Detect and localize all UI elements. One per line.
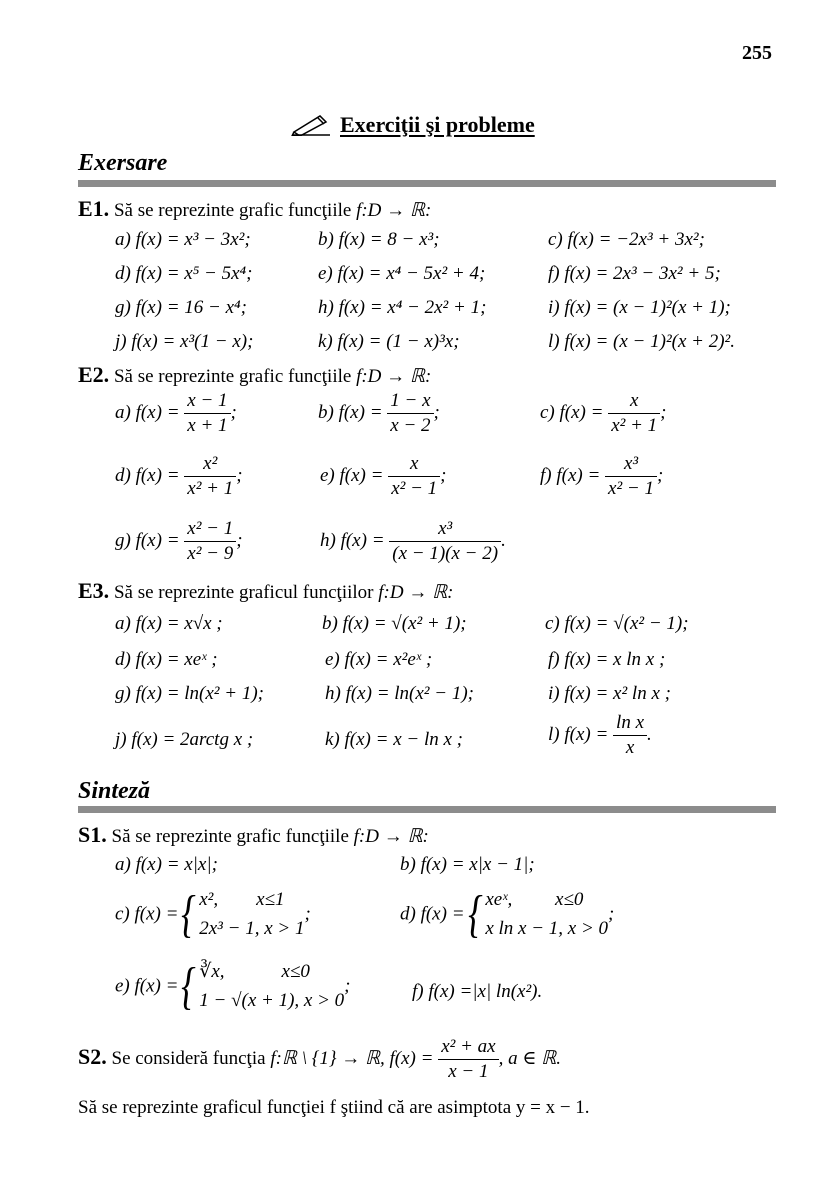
e1-item-c: c) f(x) = −2x³ + 3x²; bbox=[548, 229, 705, 250]
e2-func: f:D → ℝ: bbox=[356, 366, 432, 387]
e3-func: f:D → ℝ: bbox=[378, 582, 454, 603]
e2-heading bbox=[78, 362, 431, 388]
e3-item-k: k) f(x) = x − ln x ; bbox=[325, 729, 463, 750]
e3-item-h: h) f(x) = ln(x² − 1); bbox=[325, 683, 474, 704]
e3-item-b: b) f(x) = √(x² + 1); bbox=[322, 613, 467, 634]
e3-label: E3. bbox=[78, 578, 110, 603]
e2-item-c: c) f(x) = $\frac{x}{\text{x² + 1}}$ ; bbox=[540, 390, 667, 436]
s1-text: Să se reprezinte grafic funcţiile bbox=[106, 826, 354, 847]
e1-label: E1. bbox=[78, 196, 110, 221]
e1-item-k: k) f(x) = (1 − x)³x; bbox=[318, 331, 460, 352]
e3-item-f: f) f(x) = x ln x ; bbox=[548, 649, 666, 670]
e3-item-a: a) f(x) = x√x ; bbox=[115, 613, 223, 634]
e2-label: E2. bbox=[78, 362, 110, 387]
e1-text: Să se reprezinte grafic funcţiile bbox=[109, 200, 357, 221]
e3-item-c: c) f(x) = √(x² − 1); bbox=[545, 613, 689, 634]
e1-item-e: e) f(x) = x⁴ − 5x² + 4; bbox=[318, 263, 486, 284]
title-text: Exerciţii şi probleme bbox=[340, 112, 535, 137]
s1-item-c: c) f(x) ={ x², x≤1 2x³ − 1, x > 1 ; bbox=[115, 885, 311, 943]
e3-item-l: l) f(x) = $\frac{\text{ln x}}{x}$ . bbox=[548, 712, 652, 758]
page-number: 255 bbox=[742, 42, 772, 64]
s1-item-f: f) f(x) =|x| ln(x²). bbox=[412, 981, 543, 1002]
e2-item-b: b) f(x) = $\frac{1 - x}{x - 2}$ ; bbox=[318, 390, 440, 436]
e1-item-b: b) f(x) = 8 − x³; bbox=[318, 229, 440, 250]
e2-text: Să se reprezinte grafic funcţiile bbox=[109, 366, 357, 387]
e1-item-j: j) f(x) = x³(1 − x); bbox=[115, 331, 254, 352]
e2-item-a: a) f(x) = $\frac{x - 1}{x + 1}$ ; bbox=[115, 390, 237, 436]
e3-item-i: i) f(x) = x² ln x ; bbox=[548, 683, 671, 704]
e3-item-e: e) f(x) = x²eˣ ; bbox=[325, 649, 433, 670]
pencil-icon bbox=[290, 112, 332, 136]
e3-item-g: g) f(x) = ln(x² + 1); bbox=[115, 683, 264, 704]
e3-item-j: j) f(x) = 2arctg x ; bbox=[115, 729, 254, 750]
e2-item-f: f) f(x) = $\frac{\text{x³}}{\text{x² − 1}}$ ; bbox=[540, 453, 664, 499]
e2-item-d: d) f(x) = $\frac{\text{x²}}{\text{x² + 1}}$ ; bbox=[115, 453, 243, 499]
e3-heading bbox=[78, 578, 453, 604]
s2-func: f:ℝ \ {1} → ℝ, f(x) = bbox=[270, 1047, 434, 1069]
e1-func: f:D → ℝ: bbox=[356, 200, 432, 221]
e3-text: Să se reprezinte graficul funcţiilor bbox=[109, 582, 379, 603]
s1-func: f:D → ℝ: bbox=[353, 826, 429, 847]
e1-item-h: h) f(x) = x⁴ − 2x² + 1; bbox=[318, 297, 487, 318]
section-title bbox=[290, 112, 535, 138]
s2-label: S2. bbox=[78, 1043, 107, 1069]
s2-line2: Să se reprezinte graficul funcţiei f ştiind că are asimptota y = x − 1. bbox=[78, 1097, 590, 1118]
e1-item-g: g) f(x) = 16 − x⁴; bbox=[115, 297, 247, 318]
divider bbox=[78, 180, 776, 187]
e2-item-e: e) f(x) = $\frac{x}{\text{x² − 1}}$ ; bbox=[320, 453, 447, 499]
s2-text: Se consideră funcţia bbox=[106, 1047, 271, 1069]
e1-item-l: l) f(x) = (x − 1)²(x + 2)². bbox=[548, 331, 736, 352]
e1-item-f: f) f(x) = 2x³ − 3x² + 5; bbox=[548, 263, 721, 284]
divider bbox=[78, 806, 776, 813]
e1-heading bbox=[78, 196, 431, 222]
e2-item-g: g) f(x) = $\frac{\text{x² − 1}}{\text{x² − 9}}$ ; bbox=[115, 518, 243, 564]
s2-statement: S2. Se consideră funcţia f:ℝ \ {1} → ℝ, f(x) = $\frac{\text{x² + ax}}{x - 1}$ , a ∈ ℝ. bbox=[78, 1036, 561, 1082]
s2-post: , a ∈ ℝ. bbox=[498, 1047, 561, 1069]
e1-item-a: a) f(x) = x³ − 3x²; bbox=[115, 229, 251, 250]
e1-item-d: d) f(x) = x⁵ − 5x⁴; bbox=[115, 263, 253, 284]
s1-item-a: a) f(x) = x|x|; bbox=[115, 854, 218, 875]
section-sinteza: Sinteză bbox=[78, 778, 151, 804]
s1-item-e: e) f(x) ={ ∛x, x≤0 1 − √(x + 1), x > 0 ; bbox=[115, 957, 351, 1015]
e2-item-h: h) f(x) = $\frac{\text{x³}}{(x - 1)(x - 2)}$ . bbox=[320, 518, 506, 564]
e3-item-d: d) f(x) = xeˣ ; bbox=[115, 649, 218, 670]
section-exersare: Exersare bbox=[78, 150, 168, 176]
s1-item-d: d) f(x) ={ xeˣ, x≤0 x ln x − 1, x > 0 ; bbox=[400, 885, 615, 943]
s1-item-b: b) f(x) = x|x − 1|; bbox=[400, 854, 535, 875]
e1-item-i: i) f(x) = (x − 1)²(x + 1); bbox=[548, 297, 731, 318]
s1-heading bbox=[78, 822, 429, 848]
s1-label: S1. bbox=[78, 822, 107, 847]
